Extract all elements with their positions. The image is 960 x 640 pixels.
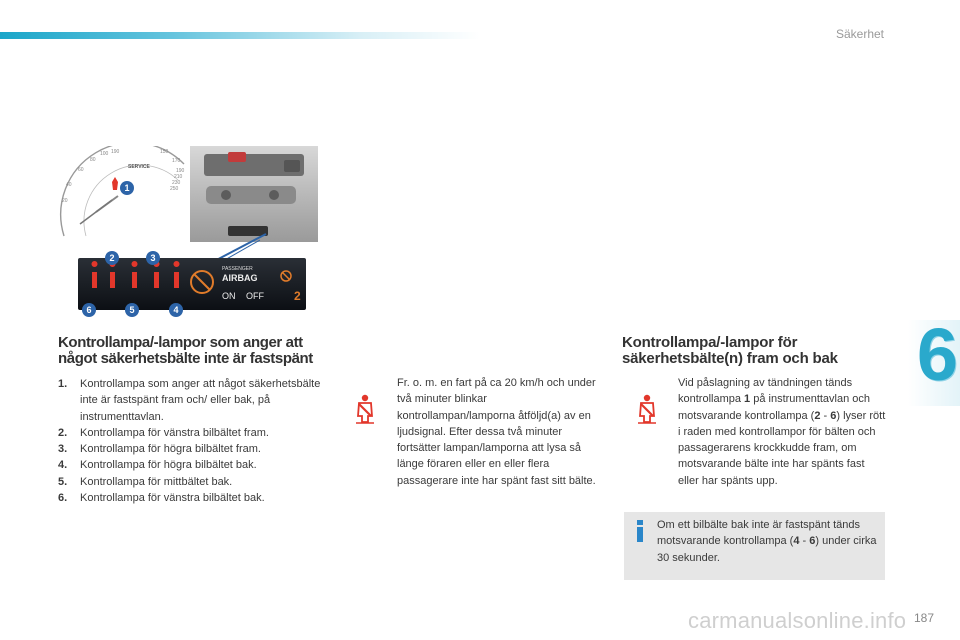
speed-label: 150 xyxy=(160,149,169,155)
lamp-ref: 1 xyxy=(744,393,751,406)
info-text-part: Om ett bilbälte bak inte är fastspänt tänds motsvarande kontrollampa ( xyxy=(657,519,861,548)
speedometer-service-label: SERVICE xyxy=(128,164,150,170)
airbag-passenger-label: PASSENGER xyxy=(222,266,253,272)
right-paragraph xyxy=(678,375,886,489)
overhead-console xyxy=(190,146,318,242)
list-number: 1. xyxy=(58,378,68,390)
section-title: Säkerhet xyxy=(835,27,884,41)
seatbelt-icon xyxy=(354,394,376,424)
lamp-ref: 6 xyxy=(809,535,816,548)
seatbelt-icon xyxy=(636,394,658,424)
info-text xyxy=(657,517,879,566)
list-number: 6. xyxy=(58,492,68,505)
speed-label: 230 xyxy=(172,180,181,186)
right-text: på instrumenttavlan och motsvarande kontrollampa ( xyxy=(678,393,871,422)
speed-label: 100 xyxy=(100,151,109,157)
watermark-logo: carmanualsonline.info xyxy=(688,608,907,633)
right-text: Vid påslagning av tändningen tänds kontrollampa xyxy=(678,377,853,406)
lamp-list xyxy=(58,376,328,506)
list-text: Kontrollampa för mittbältet bak. xyxy=(80,475,233,488)
header-accent-bar xyxy=(0,32,480,39)
list-number: 4. xyxy=(58,459,68,472)
info-text-part: - xyxy=(799,535,810,548)
list-text: Kontrollampa för vänstra bilbältet fram. xyxy=(80,426,269,439)
callout-2-number: 2 xyxy=(109,253,115,263)
callout-3-number: 3 xyxy=(150,253,156,263)
speed-label: 190 xyxy=(111,149,120,155)
airbag-label: AIRBAG xyxy=(222,273,258,283)
speed-label: 40 xyxy=(66,182,72,188)
list-number: 2. xyxy=(58,426,68,439)
list-item xyxy=(58,490,328,506)
speed-label: 80 xyxy=(90,157,96,163)
instrument-cluster xyxy=(56,146,188,242)
lamp-ref: 2 xyxy=(814,409,821,422)
airbag-on-label: ON xyxy=(222,291,236,301)
speed-label: 170 xyxy=(172,158,181,164)
rear-badge-number: 2 xyxy=(294,289,301,303)
right-text: ) lyser rött i raden med kontrollampor för bälten och passagerarens krockkudde fram, om motsvarande bälte inte har spänts fast eller har spänts upp. xyxy=(678,409,886,487)
airbag-off-label: OFF xyxy=(246,291,264,301)
right-text: - xyxy=(820,409,831,422)
speed-label: 20 xyxy=(62,198,68,204)
warning-lamp-panel xyxy=(78,258,306,310)
lamp-ref: 4 xyxy=(793,535,800,548)
callout-1-number: 1 xyxy=(124,183,130,193)
right-heading: Kontrollampa/-lampor för säkerhetsbälte(n) fram och bak xyxy=(622,334,838,367)
page-number: 187 xyxy=(914,611,935,625)
speed-label: 190 xyxy=(176,168,185,174)
left-heading: Kontrollampa/-lampor som anger att något säkerhetsbälte inte är fastspänt xyxy=(58,334,313,367)
lamp-ref: 6 xyxy=(830,409,837,422)
middle-paragraph: Fr. o. m. en fart på ca 20 km/h och under två minuter blinkar kontrollampan/lamporna åtföljd(a) av en ljudsignal. Efter dessa två minuter fortsätter lampan/lamporna att lysa så länge föraren eller en eller flera passagerare inte har spänt fast sitt bälte. xyxy=(397,377,596,487)
callout-6-number: 6 xyxy=(86,305,92,315)
list-text: Kontrollampa för vänstra bilbältet bak. xyxy=(80,492,265,505)
info-icon xyxy=(632,520,648,542)
speed-label: 210 xyxy=(174,174,183,180)
list-text: Kontrollampa för högra bilbältet bak. xyxy=(80,459,257,472)
info-text-part: ) under cirka 30 sekunder. xyxy=(657,535,877,564)
callout-4-number: 4 xyxy=(173,305,179,315)
list-text: Kontrollampa som anger att något säkerhetsbälte inte är fastspänt fram och/ eller bak, på instrumenttavlan. xyxy=(80,378,321,423)
speed-label: 60 xyxy=(78,167,84,173)
list-item xyxy=(58,376,328,425)
list-item xyxy=(58,474,328,490)
list-item xyxy=(58,441,328,457)
list-item xyxy=(58,457,328,473)
list-text: Kontrollampa för högra bilbältet fram. xyxy=(80,443,261,456)
seatbelt-warning-illustration xyxy=(56,146,318,322)
list-number: 5. xyxy=(58,475,68,488)
callout-5-number: 5 xyxy=(129,305,135,315)
list-item xyxy=(58,425,328,441)
list-number: 3. xyxy=(58,443,68,456)
chapter-number: 6 xyxy=(916,313,958,396)
speed-label: 250 xyxy=(170,186,179,192)
